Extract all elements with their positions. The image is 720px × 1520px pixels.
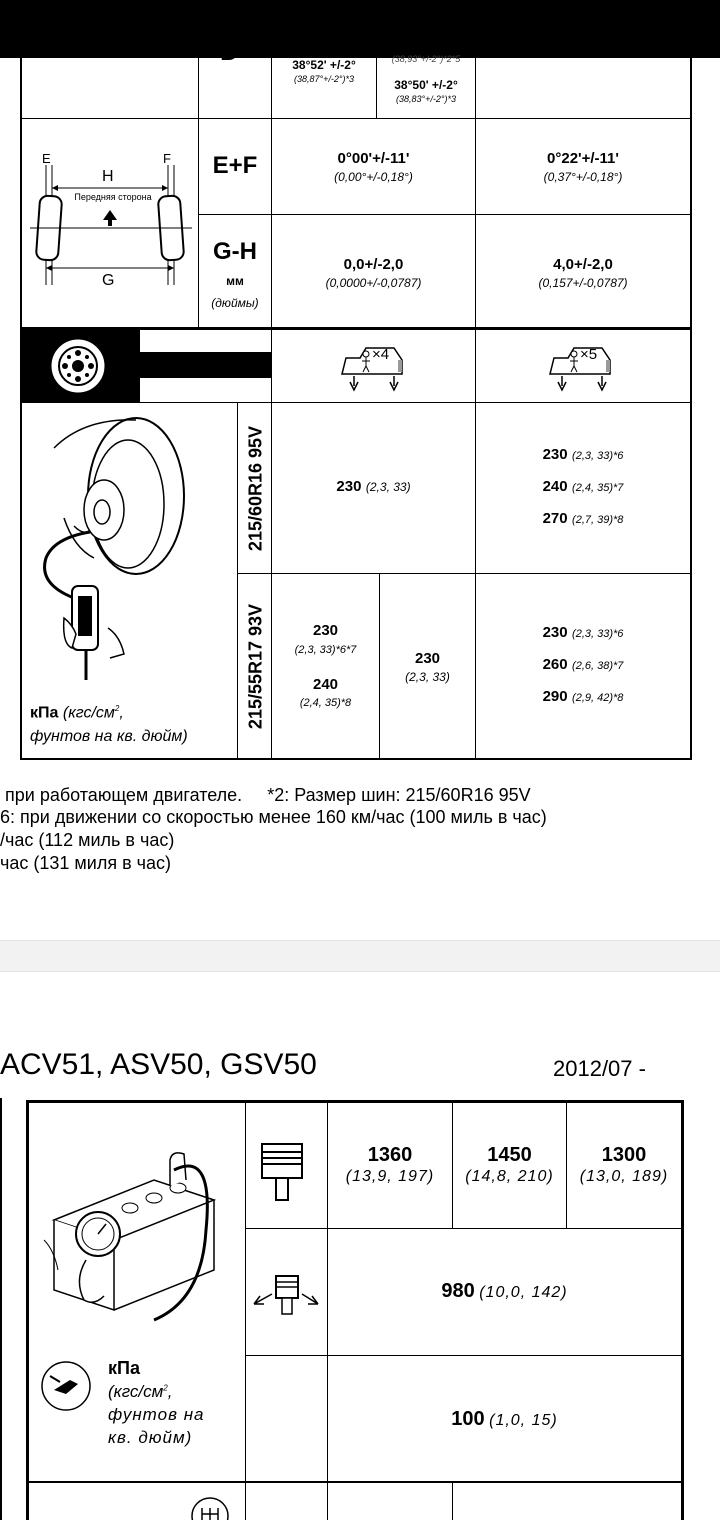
divider [237,573,692,574]
row-gh-left-main: 0,0+/-2,0 [343,256,404,273]
footnote: /час (112 миль в час) [0,830,175,850]
lower-table-left [26,1100,29,1520]
row3-value: 100 (1,0, 15) [451,1408,558,1430]
divider [198,214,692,215]
tire1-left-value: 230 (2,3, 33) [336,478,411,495]
diagram-front-label: Передняя сторона [74,192,152,202]
wheel-icon [50,338,106,394]
row-gh-right-main: 4,0+/-2,0 [553,256,613,273]
divider [28,1481,683,1483]
row-d-label: D [220,36,239,66]
tire2-right-value: 260 (2,6, 38)*7 [542,656,624,673]
divider [245,1102,246,1520]
lower-table-top [26,1100,684,1103]
lower-unit-line1: ($кгс/см^2$, [108,1382,173,1401]
diagram-f-label: F [163,151,171,166]
row1-sub: (13,0, 189) [579,1168,669,1185]
piston-leak-icon [250,1272,322,1320]
models-title: ACV51, ASV50, GSV50 [0,1048,317,1081]
row-gh-unit: мм [226,274,244,288]
tire2-right-value: 290 (2,9, 42)*8 [542,688,624,705]
lower-unit-line2: фунтов на [108,1405,205,1424]
row1-value: 1300 [601,1144,647,1166]
tire-inflation-illustration [24,408,234,698]
row-d-right-main: 38°50' +/-2° [394,78,458,92]
piston-icon [258,1138,314,1206]
row1-sub: (13,9, 197) [345,1168,435,1185]
tire-size-2: 215/55R17 93V [245,603,266,730]
lower-table-right [681,1100,684,1520]
row-d-left-main: 38°52' +/-2° [292,58,356,72]
divider [20,118,692,119]
tire1-right-value: 240 (2,4, 35)*7 [542,478,624,495]
gear-shift-icon [190,1496,230,1520]
tire2-b-sub: (2,3, 33) [405,670,450,684]
fuel-gun-icon [40,1360,96,1416]
row-ef-label: E+F [212,152,258,179]
tire-size-1: 215/60R16 95V [245,425,266,552]
row-d-right-top-sub: (38,93°+/-2°)*2*5 [391,54,461,64]
row-d-right-sub: (38,83°+/-2°)*3 [396,94,456,104]
diagram-h-label: H [102,168,114,185]
load-left-label: ×4 [372,346,390,363]
tire2-right-value: 230 (2,3, 33)*6 [542,624,624,641]
black-band [140,352,271,378]
divider [245,1355,683,1356]
tire-unit-label: кПа ($кгс/см^2$, [30,704,124,722]
tire2-b-value: 230 [414,650,441,667]
row-ef-left-main: 0°00'+/-11' [337,150,410,167]
tire2-a-sub1: (2,3, 33)*6*7 [294,644,357,656]
row-d-left-sub: (38,87°+/-2°)*3 [294,74,354,84]
tire-unit-label-line2: фунтов на кв. дюйм) [30,728,188,745]
diagram-g-label: G [102,272,115,289]
row-gh-unit-sub: (дюймы) [211,296,259,310]
row1-value: 1450 [487,1144,532,1166]
row-gh-left-sub: (0,0000+/-0,0787) [325,276,422,290]
toe-diagram [22,120,198,320]
tire2-a-value2: 240 [312,676,339,693]
page-separator [0,940,720,972]
compression-tester-illustration [34,1110,240,1340]
table-bottom-border [20,758,692,760]
divider [237,403,238,760]
footnote: при работающем двигателе. *2: Размер шин: 215/60R16 95V [0,785,531,805]
footnote: 6: при движении со скоростью менее 160 км/час (100 миль в час) [0,807,547,827]
left-edge-border [0,1098,2,1520]
tire1-right-value: 230 (2,3, 33)*6 [542,446,624,463]
row-ef-left-sub: (0,00°+/-0,18°) [334,170,413,184]
table-right-border [690,58,692,760]
top-bar [0,0,720,58]
divider [452,1482,453,1520]
diagram-e-label: E [42,151,51,166]
row-ef-right-main: 0°22'+/-11' [547,150,619,167]
lower-unit-label: кПа [108,1358,140,1378]
row1-sub: (14,8, 210) [465,1168,554,1185]
footnote: час (131 миля в час) [0,853,172,873]
row1-value: 1360 [367,1144,413,1166]
row2-value: 980 (10,0, 142) [441,1280,568,1302]
date-label: 2012/07 - [553,1056,646,1081]
tire1-right-value: 270 (2,7, 39)*8 [542,510,624,527]
row-ef-right-sub: (0,37°+/-0,18°) [543,170,623,184]
row-gh-right-sub: (0,157+/-0,0787) [538,276,628,290]
divider [245,1228,683,1229]
divider [20,402,692,403]
lower-unit-line3: кв. дюйм) [108,1428,193,1447]
row-gh-label: G-H [213,238,257,265]
load-right-label: ×5 [580,346,598,363]
tire2-a-sub2: (2,4, 35)*8 [299,697,352,709]
tire2-a-value1: 230 [312,622,339,639]
divider [475,58,476,118]
